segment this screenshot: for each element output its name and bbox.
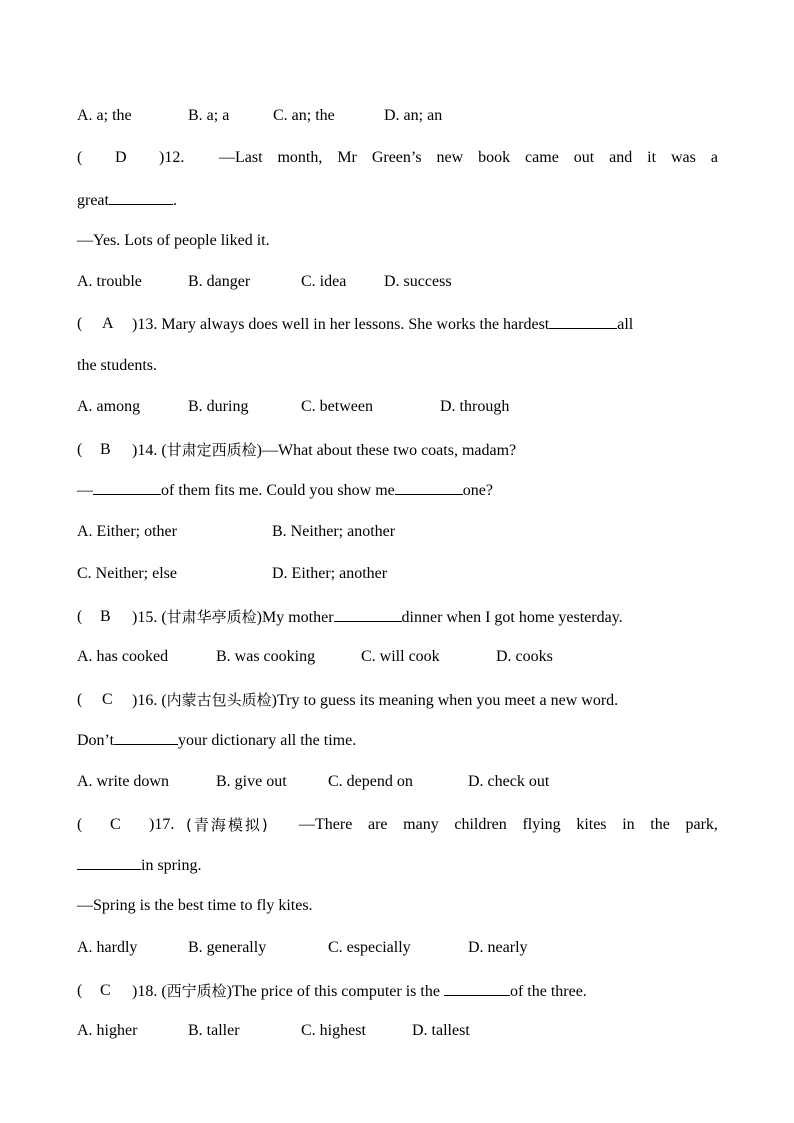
answer-blank bbox=[114, 728, 178, 745]
q13-stem-line2: the students. bbox=[77, 357, 157, 374]
q14-option-b: B. Neither; another bbox=[272, 523, 396, 540]
q14-stem-line2 bbox=[77, 478, 493, 502]
q14-option-c: C. Neither; else bbox=[77, 565, 177, 582]
word: and bbox=[609, 149, 633, 166]
q12-option-b: B. danger bbox=[188, 273, 251, 290]
q11-option-b: B. a; a bbox=[188, 107, 230, 124]
q13-text-after: all bbox=[617, 316, 634, 333]
q18-option-d: D. tallest bbox=[412, 1022, 470, 1039]
q14-number: )14. ( bbox=[132, 442, 167, 459]
q16-text bbox=[132, 688, 618, 713]
q12-option-c: C. idea bbox=[301, 273, 347, 290]
q14-option-d: D. Either; another bbox=[272, 565, 388, 582]
q16-option-d: D. check out bbox=[468, 773, 550, 790]
q14-text bbox=[132, 438, 516, 463]
q18-option-b: B. taller bbox=[188, 1022, 240, 1039]
q17-number: )17. bbox=[149, 816, 175, 833]
q17-option-d: D. nearly bbox=[468, 939, 528, 956]
q14-option-a: A. Either; other bbox=[77, 523, 177, 540]
word: many bbox=[403, 816, 439, 833]
q17-text-end: in spring. bbox=[141, 857, 202, 874]
q18-number: )18. ( bbox=[132, 983, 167, 1000]
q18-source: 西宁质检 bbox=[166, 982, 227, 1000]
word: it bbox=[647, 149, 657, 166]
q16-answer: C bbox=[102, 691, 113, 708]
q18-option-a: A. higher bbox=[77, 1022, 138, 1039]
word: month, bbox=[277, 149, 323, 166]
q17-answer: C bbox=[110, 816, 121, 833]
word: new bbox=[436, 149, 464, 166]
q16-stem-line2 bbox=[77, 728, 356, 752]
q15-text bbox=[132, 605, 623, 630]
q16-text-main: )Try to guess its meaning when you meet a new word. bbox=[271, 692, 619, 709]
q18-text bbox=[132, 979, 587, 1004]
q17-option-a: A. hardly bbox=[77, 939, 138, 956]
q14-source: 甘肃定西质检 bbox=[166, 441, 257, 459]
q18-option-c: C. highest bbox=[301, 1022, 366, 1039]
word: book bbox=[478, 149, 511, 166]
q17-option-b: B. generally bbox=[188, 939, 267, 956]
word: in bbox=[622, 816, 635, 833]
word: —There bbox=[299, 816, 353, 833]
answer-blank bbox=[93, 478, 161, 495]
word: kites bbox=[576, 816, 607, 833]
word: are bbox=[367, 816, 388, 833]
q14-text-mid: of them fits me. Could you show me bbox=[161, 482, 395, 499]
q16-option-b: B. give out bbox=[216, 773, 287, 790]
paren-open: ( bbox=[77, 608, 83, 625]
q16-text-start: Don’t bbox=[77, 732, 115, 749]
word: Green’s bbox=[371, 149, 422, 166]
paren-open: ( bbox=[77, 816, 83, 833]
q15-text-before: )My mother bbox=[256, 609, 334, 626]
word: flying bbox=[522, 816, 561, 833]
q14-answer: B bbox=[100, 441, 111, 458]
q15-option-c: C. will cook bbox=[361, 648, 440, 665]
word: a bbox=[710, 149, 718, 166]
q13-text-before: )13. Mary always does well in her lessons. She works the hardest bbox=[132, 316, 550, 333]
q13-option-d: D. through bbox=[440, 398, 510, 415]
word: children bbox=[454, 816, 507, 833]
q13-option-a: A. among bbox=[77, 398, 141, 415]
q15-option-b: B. was cooking bbox=[216, 648, 316, 665]
q15-option-a: A. has cooked bbox=[77, 648, 169, 665]
answer-blank bbox=[444, 979, 510, 996]
answer-blank bbox=[334, 605, 402, 622]
q13-answer: A bbox=[102, 315, 114, 332]
q13-option-b: B. during bbox=[188, 398, 249, 415]
q16-text-end: your dictionary all the time. bbox=[178, 732, 357, 749]
q15-option-d: D. cooks bbox=[496, 648, 553, 665]
q15-text-after: dinner when I got home yesterday. bbox=[401, 609, 623, 626]
answer-blank bbox=[109, 188, 173, 205]
answer-blank bbox=[395, 478, 463, 495]
q14-text-main: )—What about these two coats, madam? bbox=[256, 442, 517, 459]
q16-option-c: C. depend on bbox=[328, 773, 413, 790]
word: came bbox=[525, 149, 559, 166]
q16-number: )16. ( bbox=[132, 692, 167, 709]
q16-option-a: A. write down bbox=[77, 773, 169, 790]
q15-source: 甘肃华亭质检 bbox=[166, 608, 257, 626]
q12-text bbox=[219, 146, 718, 170]
q18-answer: C bbox=[100, 982, 111, 999]
q12-answer: D bbox=[115, 149, 127, 166]
answer-blank bbox=[549, 312, 617, 329]
q15-answer: B bbox=[100, 608, 111, 625]
q13-text bbox=[132, 312, 633, 337]
word: —Last bbox=[219, 149, 263, 166]
word: out bbox=[573, 149, 595, 166]
q17-source: (青海模拟) bbox=[186, 816, 270, 834]
q12-option-a: A. trouble bbox=[77, 273, 142, 290]
paren-open: ( bbox=[77, 982, 83, 999]
q12-text-end: . bbox=[172, 192, 177, 209]
q14-text-end: one? bbox=[462, 482, 493, 499]
q12-number: )12. bbox=[159, 149, 185, 166]
word: park, bbox=[685, 816, 718, 833]
q18-text-after: of the three. bbox=[509, 983, 587, 1000]
q13-option-c: C. between bbox=[301, 398, 373, 415]
q18-text-before: )The price of this computer is the bbox=[226, 983, 440, 1000]
q17-text bbox=[299, 813, 718, 837]
word: was bbox=[671, 149, 696, 166]
q12-option-d: D. success bbox=[384, 273, 452, 290]
paren-open: ( bbox=[77, 149, 83, 166]
answer-blank bbox=[77, 853, 141, 870]
q12-stem-line2 bbox=[77, 188, 177, 212]
q11-option-c: C. an; the bbox=[273, 107, 335, 124]
q17-reply: —Spring is the best time to fly kites. bbox=[77, 897, 313, 914]
q12-reply: —Yes. Lots of people liked it. bbox=[77, 232, 270, 249]
word: the bbox=[650, 816, 670, 833]
q16-source: 内蒙古包头质检 bbox=[166, 691, 272, 709]
word: Mr bbox=[337, 149, 357, 166]
q12-text-start: great bbox=[77, 192, 109, 209]
paren-open: ( bbox=[77, 691, 83, 708]
q14-dash: — bbox=[77, 482, 93, 499]
q15-number: )15. ( bbox=[132, 609, 167, 626]
q17-option-c: C. especially bbox=[328, 939, 411, 956]
paren-open: ( bbox=[77, 441, 83, 458]
q11-option-d: D. an; an bbox=[384, 107, 443, 124]
q11-option-a: A. a; the bbox=[77, 107, 132, 124]
q17-stem-line2 bbox=[77, 853, 201, 877]
paren-open: ( bbox=[77, 315, 83, 332]
